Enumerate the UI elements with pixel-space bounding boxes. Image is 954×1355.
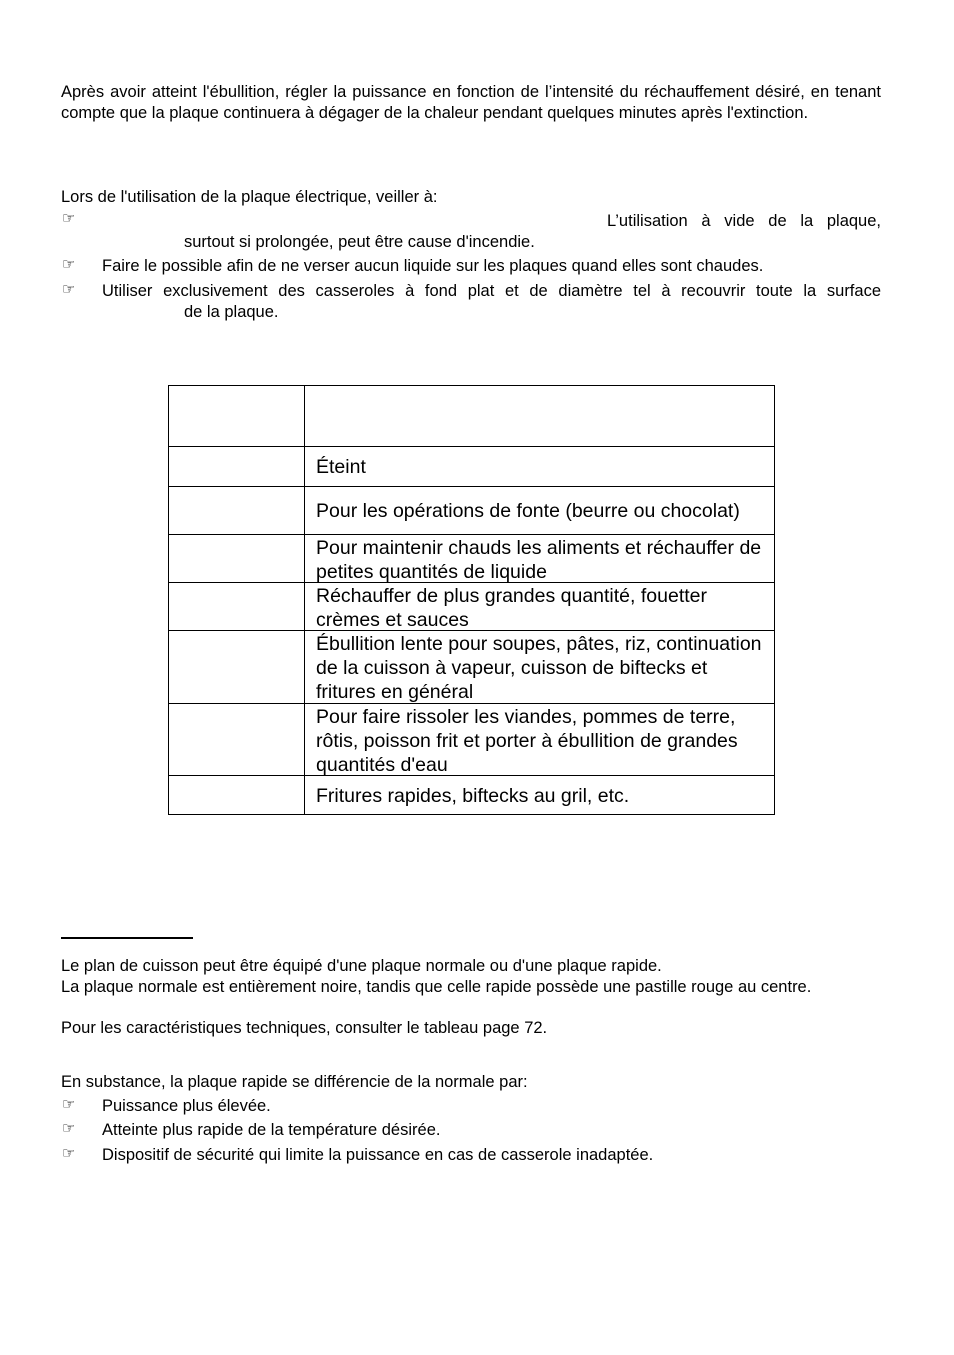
table-row xyxy=(168,486,775,535)
plate-info-line1: Le plan de cuisson peut être équipé d'une plaque normale ou d'une plaque rapide. xyxy=(61,957,662,975)
plate-info-line3: Pour les caractéristiques techniques, consulter le tableau page 72. xyxy=(61,1019,548,1037)
differences-heading: En substance, la plaque rapide se différencie de la normale par: xyxy=(61,1073,528,1091)
table-cell: Pour maintenir chauds les aliments et réchauffer de petites quantités de liquide xyxy=(316,537,762,583)
differences-item: Dispositif de sécurité qui limite la puissance en cas de casserole inadaptée. xyxy=(102,1146,654,1164)
table-row xyxy=(168,630,775,704)
differences-item: Puissance plus élevée. xyxy=(102,1097,271,1115)
plate-info-line2: La plaque normale est entièrement noire, tandis que celle rapide possède une pastille rouge au centre. xyxy=(61,978,812,996)
table-row xyxy=(168,703,775,776)
table-row xyxy=(168,582,775,631)
setting-cell xyxy=(169,487,305,534)
usage-item3-text: Utiliser exclusivement des casseroles à fond plat et de diamètre tel à recouvrir toute la surface xyxy=(102,282,881,300)
setting-cell xyxy=(169,535,305,582)
table-cell: Réchauffer de plus grandes quantité, fouetter crèmes et sauces xyxy=(316,585,707,631)
table-cell: Fritures rapides, biftecks au gril, etc. xyxy=(316,785,630,807)
pointing-hand-icon: ☞ xyxy=(62,1119,76,1137)
usage-item1-continuation: surtout si prolongée, peut être cause d'incendie. xyxy=(184,233,535,251)
table-cell: Pour les opérations de fonte (beurre ou chocolat) xyxy=(316,500,740,522)
pointing-hand-icon: ☞ xyxy=(62,1095,76,1113)
table-cell: Éteint xyxy=(316,456,366,478)
pointing-hand-icon: ☞ xyxy=(62,209,76,227)
usage-heading: Lors de l'utilisation de la plaque électrique, veiller à: xyxy=(61,188,438,206)
section-divider xyxy=(61,937,193,939)
usage-item3-continuation: de la plaque. xyxy=(184,303,279,321)
intro-paragraph: Après avoir atteint l'ébullition, régler la puissance en fonction de l’intensité du réchauffement désiré, en tenant compte que la plaque continuera à dégager de la chaleur pendant quelques minutes après l'extinction. xyxy=(61,83,881,122)
differences-item: Atteinte plus rapide de la température désirée. xyxy=(102,1121,441,1139)
pointing-hand-icon: ☞ xyxy=(62,255,76,273)
pointing-hand-icon: ☞ xyxy=(62,1144,76,1162)
pointing-hand-icon: ☞ xyxy=(62,280,76,298)
usage-item2-text: Faire le possible afin de ne verser aucun liquide sur les plaques quand elles sont chaudes. xyxy=(102,257,764,275)
table-row xyxy=(168,534,775,583)
table-row xyxy=(168,385,775,447)
table-row xyxy=(168,775,775,815)
setting-cell xyxy=(169,386,305,446)
table-row xyxy=(168,446,775,487)
setting-cell xyxy=(169,704,305,775)
setting-cell xyxy=(169,631,305,703)
usage-item1-text: L’utilisation à vide de la plaque, xyxy=(607,212,881,230)
setting-cell xyxy=(169,583,305,630)
table-cell: Ébullition lente pour soupes, pâtes, riz, continuation de la cuisson à vapeur, cuisson de biftecks et fritures en général xyxy=(316,633,762,703)
setting-cell xyxy=(169,776,305,814)
table-cell: Pour faire rissoler les viandes, pommes de terre, rôtis, poisson frit et porter à ébullition de grandes quantités d'eau xyxy=(316,706,738,776)
setting-cell xyxy=(169,447,305,486)
